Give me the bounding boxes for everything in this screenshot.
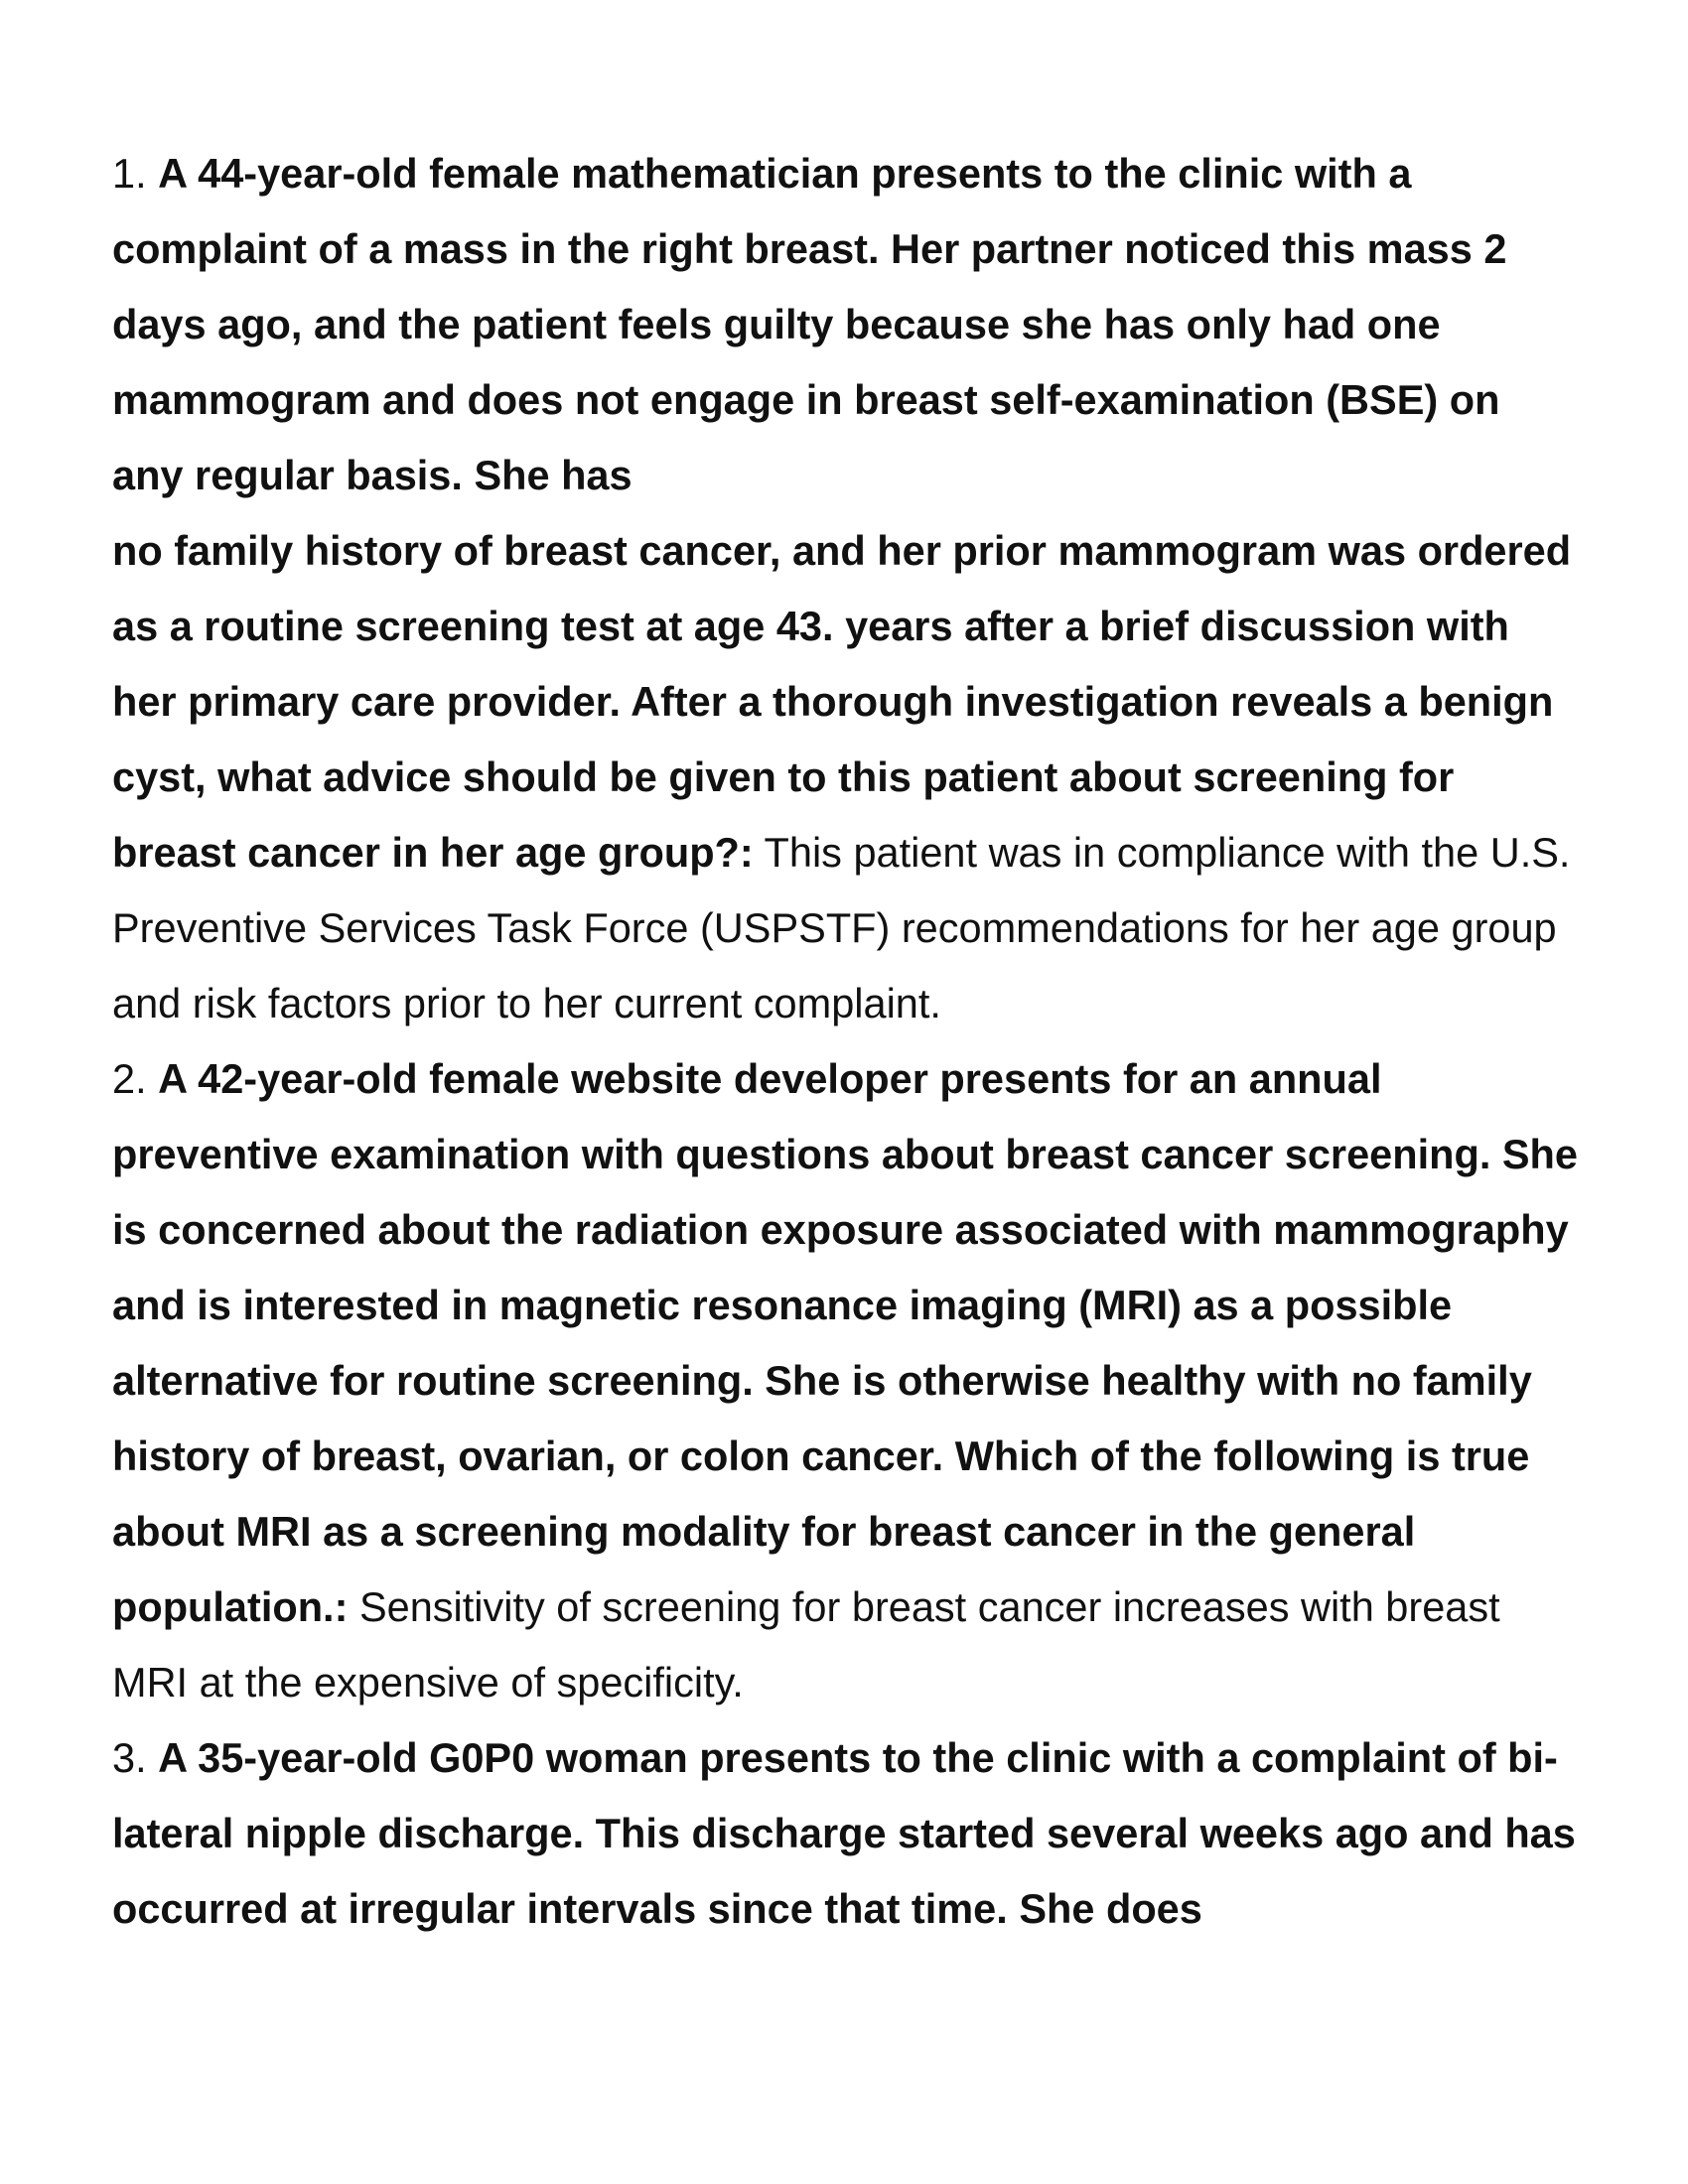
question-text: A 44-year-old female mathematician presents to the clinic with a complaint of a mass in the right breast. Her partner noticed this mass 2 days ago, and the patient feels guilty because she has only had one mammogram and does not engage in breast self-examination (BSE) on any regular basis. She has (112, 150, 1507, 498)
question-text: A 42-year-old female website developer presents for an annual preventive examination with questions about breast cancer screening. She is concerned about the radiation exposure associated with mammography and is interested in magnetic resonance imaging (MRI) as a possible alternative for routine screening. She is otherwise healthy with no family history of breast, ovarian, or colon cancer. Which of the following is true about MRI as a screening modality for breast cancer in the general population.: (112, 1055, 1578, 1630)
question-text: A 35-year-old G0P0 woman presents to the clinic with a complaint of bi- lateral nipple discharge. This discharge started several weeks ago and has occurred at irregular intervals since that time. She does (112, 1734, 1576, 1932)
answer-text: Sensitivity of screening for breast cancer increases with breast MRI at the expensive of specificity. (112, 1583, 1500, 1706)
document-page (112, 136, 1582, 1947)
question-number: 2. (112, 1055, 147, 1102)
question-number: 3. (112, 1734, 147, 1781)
answer-text: This patient was in compliance with the U.S. Preventive Services Task Force (USPSTF) recommendations for her age group and risk factors prior to her current complaint. (112, 829, 1571, 1026)
question-item-2 (112, 1041, 1582, 1720)
question-item-1 (112, 136, 1582, 1041)
question-text-continued: no family history of breast cancer, and her prior mammogram was ordered as a routine screening test at age 43. years after a brief discussion with her primary care provider. After a thorough investigation reveals a benign cyst, what advice should be given to this patient about screening for breast cancer in her age group?: (112, 527, 1572, 876)
question-number: 1. (112, 150, 147, 197)
question-item-3 (112, 1720, 1582, 1947)
